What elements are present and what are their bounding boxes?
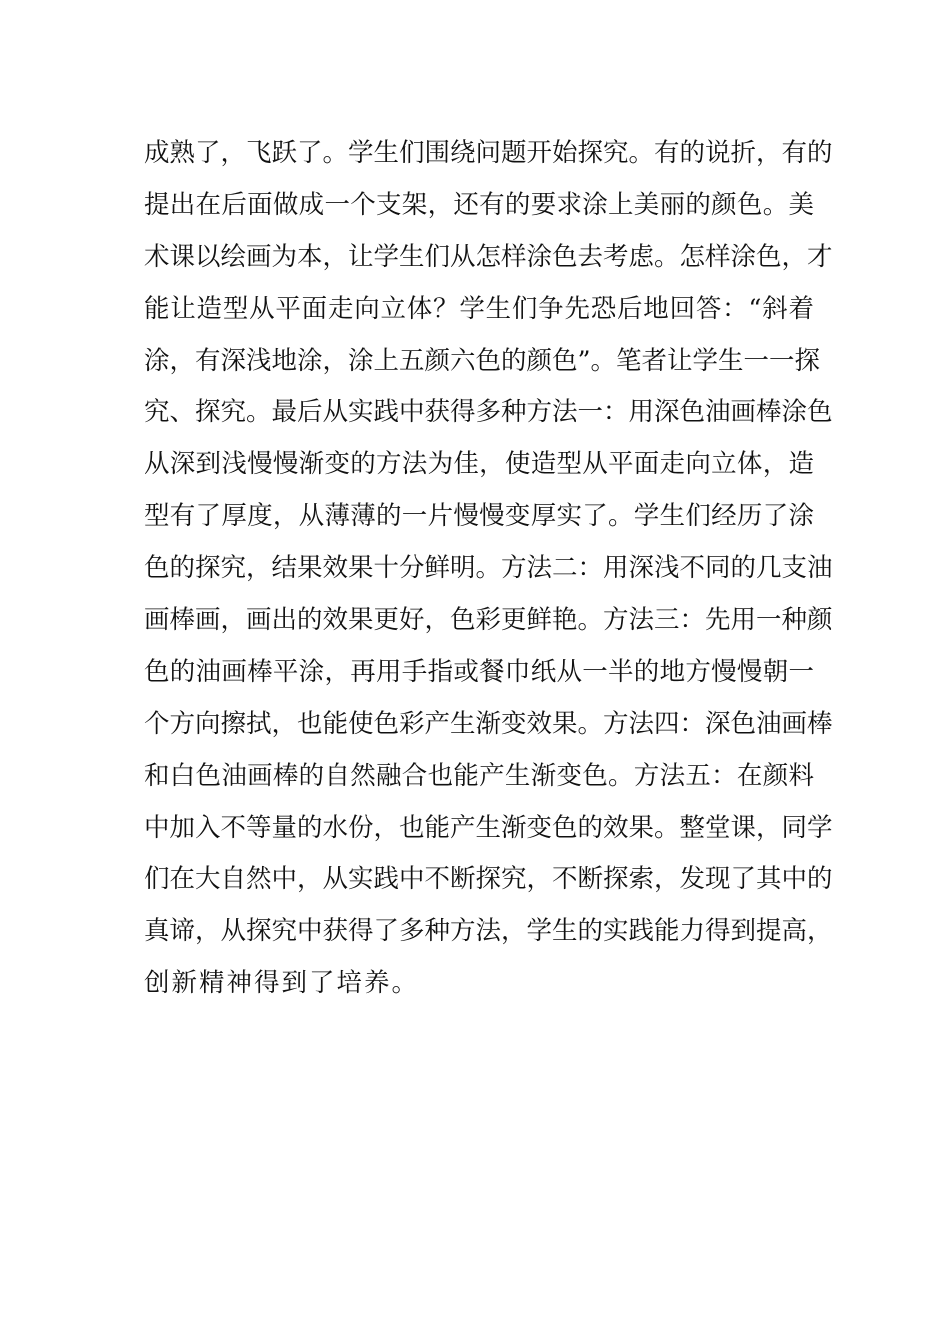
text-line: 型有了厚度，从薄薄的一片慢慢变厚实了。学生们经历了涂	[144, 501, 814, 532]
text-line: 中加入不等量的水份，也能产生渐变色的效果。整堂课，同学	[144, 812, 833, 843]
text-line: 真谛，从探究中获得了多种方法，学生的实践能力得到提高，	[144, 916, 833, 947]
text-line: 画棒画，画出的效果更好，色彩更鲜艳。方法三：先用一种颜	[144, 605, 833, 636]
text-line: 涂，有深浅地涂，涂上五颜六色的颜色”。笔者让学生一一探	[144, 345, 821, 376]
text-line: 创新精神得到了培养。	[144, 968, 420, 999]
text-line: 能让造型从平面走向立体？学生们争先恐后地回答：“斜着	[144, 293, 814, 324]
text-line: 从深到浅慢慢渐变的方法为佳，使造型从平面走向立体，造	[144, 449, 814, 480]
text-line: 成熟了，飞跃了。学生们围绕问题开始探究。有的说折，有的	[144, 138, 833, 168]
text-line: 究、探究。最后从实践中获得多种方法一：用深色油画棒涂色	[144, 397, 833, 428]
text-line: 提出在后面做成一个支架，还有的要求涂上美丽的颜色。美	[144, 189, 814, 220]
text-line: 个方向擦拭，也能使色彩产生渐变效果。方法四：深色油画棒	[144, 708, 833, 739]
text-line: 们在大自然中，从实践中不断探究，不断探索，发现了其中的	[144, 864, 833, 895]
text-line: 术课以绘画为本，让学生们从怎样涂色去考虑。怎样涂色，才	[144, 241, 833, 272]
body-paragraph	[144, 128, 833, 1010]
text-line: 色的油画棒平涂，再用手指或餐巾纸从一半的地方慢慢朝一	[144, 656, 814, 687]
text-line: 色的探究，结果效果十分鲜明。方法二：用深浅不同的几支油	[144, 553, 833, 584]
text-line: 和白色油画棒的自然融合也能产生渐变色。方法五：在颜料	[144, 760, 814, 791]
